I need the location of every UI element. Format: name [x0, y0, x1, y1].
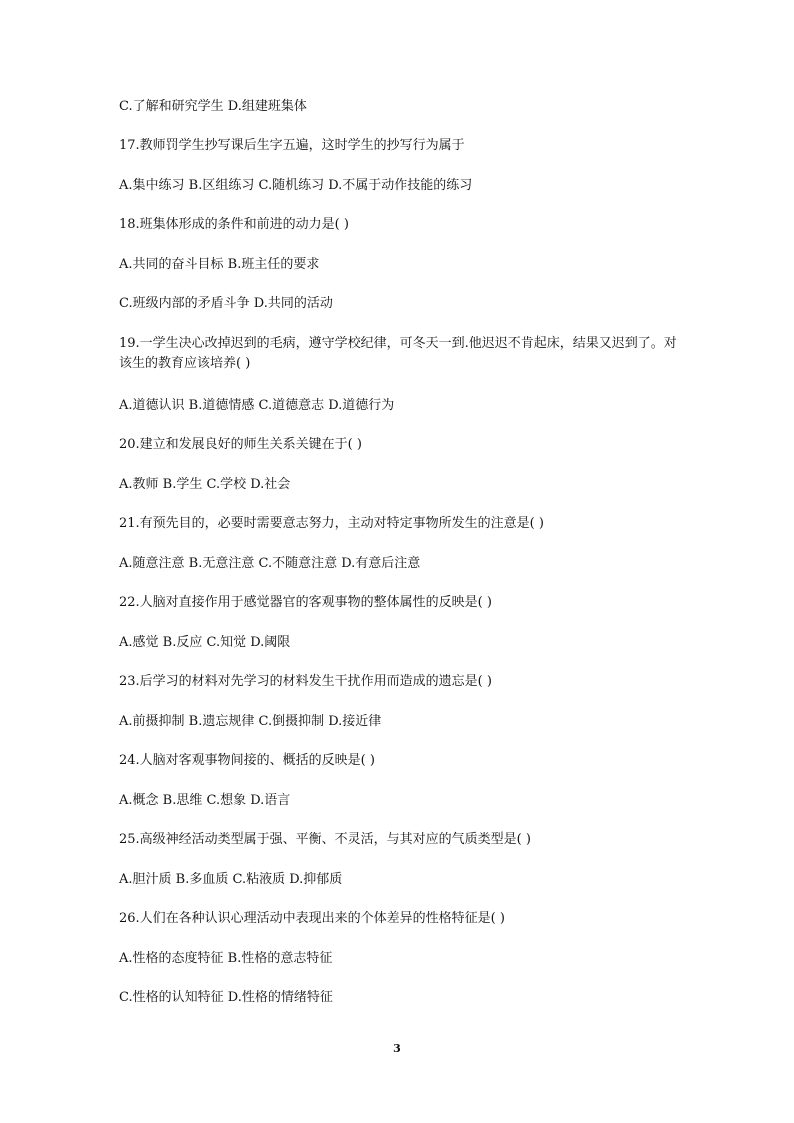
- options-19: A.道德认识 B.道德情感 C.道德意志 D.道德行为: [119, 398, 395, 413]
- question-24: 24.人脑对客观事物间接的、概括的反映是( ): [119, 753, 375, 768]
- question-21: 21.有预先目的，必要时需要意志努力，主动对特定事物所发生的注意是( ): [119, 516, 544, 531]
- options-25: A.胆汁质 B.多血质 C.粘液质 D.抑郁质: [119, 872, 343, 887]
- options-26-ab: A.性格的态度特征 B.性格的意志特征: [119, 951, 333, 966]
- question-20: 20.建立和发展良好的师生关系关键在于( ): [119, 437, 362, 452]
- options-24: A.概念 B.思维 C.想象 D.语言: [119, 793, 291, 808]
- question-25: 25.高级神经活动类型属于强、平衡、不灵活，与其对应的气质类型是( ): [119, 832, 531, 847]
- question-17: 17.教师罚学生抄写课后生字五遍，这时学生的抄写行为属于: [119, 138, 465, 153]
- options-22: A.感觉 B.反应 C.知觉 D.阈限: [119, 635, 291, 650]
- page-number: 3: [393, 1042, 401, 1055]
- options-18-ab: A.共同的奋斗目标 B.班主任的要求: [119, 257, 320, 272]
- options-18-cd: C.班级内部的矛盾斗争 D.共同的活动: [119, 296, 333, 311]
- question-26: 26.人们在各种认识心理活动中表现出来的个体差异的性格特征是( ): [119, 911, 505, 926]
- question-18: 18.班集体形成的条件和前进的动力是( ): [119, 217, 349, 232]
- question-22: 22.人脑对直接作用于感觉器官的客观事物的整体属性的反映是( ): [119, 595, 492, 610]
- options-20: A.教师 B.学生 C.学校 D.社会: [119, 477, 291, 492]
- options-23: A.前摄抑制 B.遗忘规律 C.倒摄抑制 D.接近律: [119, 714, 382, 729]
- options-21: A.随意注意 B.无意注意 C.不随意注意 D.有意后注意: [119, 556, 421, 571]
- options-17: A.集中练习 B.区组练习 C.随机练习 D.不属于动作技能的练习: [119, 178, 473, 193]
- options-26-cd: C.性格的认知特征 D.性格的情绪特征: [119, 990, 333, 1005]
- question-19: 19.一学生决心改掉迟到的毛病，遵守学校纪律，可冬天一到.他迟迟不肯起床，结果又迟到了。对该生的教育应该培养( ): [119, 336, 677, 371]
- question-23: 23.后学习的材料对先学习的材料发生干扰作用而造成的遗忘是( ): [119, 674, 492, 689]
- text-line: C.了解和研究学生 D.组建班集体: [119, 99, 307, 114]
